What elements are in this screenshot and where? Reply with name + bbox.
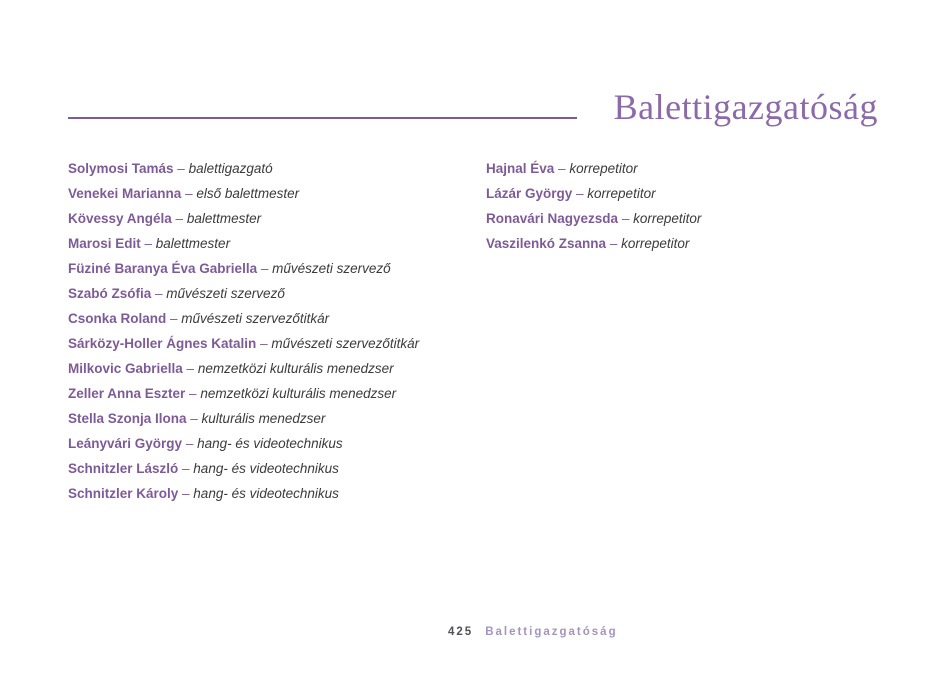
- staff-entry: [68, 281, 478, 306]
- staff-entry: [68, 256, 478, 281]
- staff-name: Sárközy-Holler Ágnes Katalin: [68, 336, 257, 351]
- dash-separator: –: [171, 211, 187, 226]
- staff-name: Milkovic Gabriella: [68, 361, 183, 376]
- dash-separator: –: [185, 386, 201, 401]
- staff-entry: [486, 181, 896, 206]
- staff-role: nemzetközi kulturális menedzser: [200, 386, 397, 401]
- staff-role: balettmester: [155, 236, 231, 251]
- footer-section-name: Balettigazgatóság: [485, 626, 618, 638]
- staff-role: hang- és videotechnikus: [193, 461, 339, 476]
- dash-separator: –: [572, 186, 588, 201]
- staff-name: Kövessy Angéla: [68, 211, 172, 226]
- staff-entry: [68, 331, 478, 356]
- staff-name: Füziné Baranya Éva Gabriella: [68, 261, 258, 276]
- staff-role: korrepetitor: [621, 236, 690, 251]
- dash-separator: –: [182, 436, 198, 451]
- staff-entry: [68, 156, 478, 181]
- staff-role: hang- és videotechnikus: [193, 486, 339, 501]
- dash-separator: –: [554, 161, 570, 176]
- staff-name: Venekei Marianna: [68, 186, 182, 201]
- staff-name: Leányvári György: [68, 436, 183, 451]
- dash-separator: –: [140, 236, 156, 251]
- staff-entry: [68, 431, 478, 456]
- staff-entry: [68, 456, 478, 481]
- staff-role: korrepetitor: [569, 161, 638, 176]
- staff-entry: [68, 381, 478, 406]
- header-rule: [68, 117, 577, 119]
- staff-name: Schnitzler László: [68, 461, 179, 476]
- staff-role: hang- és videotechnikus: [197, 436, 343, 451]
- staff-entry: [68, 181, 478, 206]
- staff-entry: [68, 406, 478, 431]
- footer: [448, 626, 618, 638]
- staff-name: Schnitzler Károly: [68, 486, 179, 501]
- footer-page-number: 425: [448, 626, 474, 638]
- dash-separator: –: [178, 486, 194, 501]
- staff-role: nemzetközi kulturális menedzser: [197, 361, 394, 376]
- staff-role: korrepetitor: [587, 186, 656, 201]
- dash-separator: –: [182, 361, 198, 376]
- staff-role: művészeti szervező: [166, 286, 285, 301]
- staff-role: kulturális menedzser: [201, 411, 326, 426]
- staff-name: Solymosi Tamás: [68, 161, 174, 176]
- page-title: Balettigazgatóság: [613, 87, 878, 127]
- staff-role: balettmester: [186, 211, 262, 226]
- staff-entry: [486, 231, 896, 256]
- dash-separator: –: [256, 336, 272, 351]
- staff-name: Zeller Anna Eszter: [68, 386, 186, 401]
- dash-separator: –: [618, 211, 634, 226]
- staff-name: Csonka Roland: [68, 311, 167, 326]
- staff-entry: [68, 306, 478, 331]
- staff-role: művészeti szervezőtitkár: [271, 336, 420, 351]
- staff-entry: [68, 356, 478, 381]
- staff-name: Szabó Zsófia: [68, 286, 152, 301]
- staff-name: Ronavári Nagyezsda: [486, 211, 619, 226]
- staff-entry: [68, 206, 478, 231]
- dash-separator: –: [181, 186, 197, 201]
- staff-role: első balettmester: [196, 186, 300, 201]
- staff-column-right: [486, 156, 896, 256]
- staff-role: balettigazgató: [188, 161, 273, 176]
- dash-separator: –: [178, 461, 194, 476]
- staff-name: Marosi Edit: [68, 236, 141, 251]
- staff-role: művészeti szervező: [272, 261, 391, 276]
- staff-name: Vaszilenkó Zsanna: [486, 236, 607, 251]
- staff-entry: [68, 481, 478, 506]
- dash-separator: –: [173, 161, 189, 176]
- dash-separator: –: [151, 286, 167, 301]
- staff-entry: [486, 156, 896, 181]
- staff-entry: [486, 206, 896, 231]
- staff-role: korrepetitor: [633, 211, 702, 226]
- staff-name: Stella Szonja Ilona: [68, 411, 187, 426]
- dash-separator: –: [186, 411, 202, 426]
- staff-role: művészeti szervezőtitkár: [181, 311, 330, 326]
- dash-separator: –: [606, 236, 622, 251]
- dash-separator: –: [166, 311, 182, 326]
- staff-entry: [68, 231, 478, 256]
- dash-separator: –: [257, 261, 273, 276]
- staff-name: Hajnal Éva: [486, 161, 555, 176]
- staff-name: Lázár György: [486, 186, 573, 201]
- staff-column-left: [68, 156, 478, 506]
